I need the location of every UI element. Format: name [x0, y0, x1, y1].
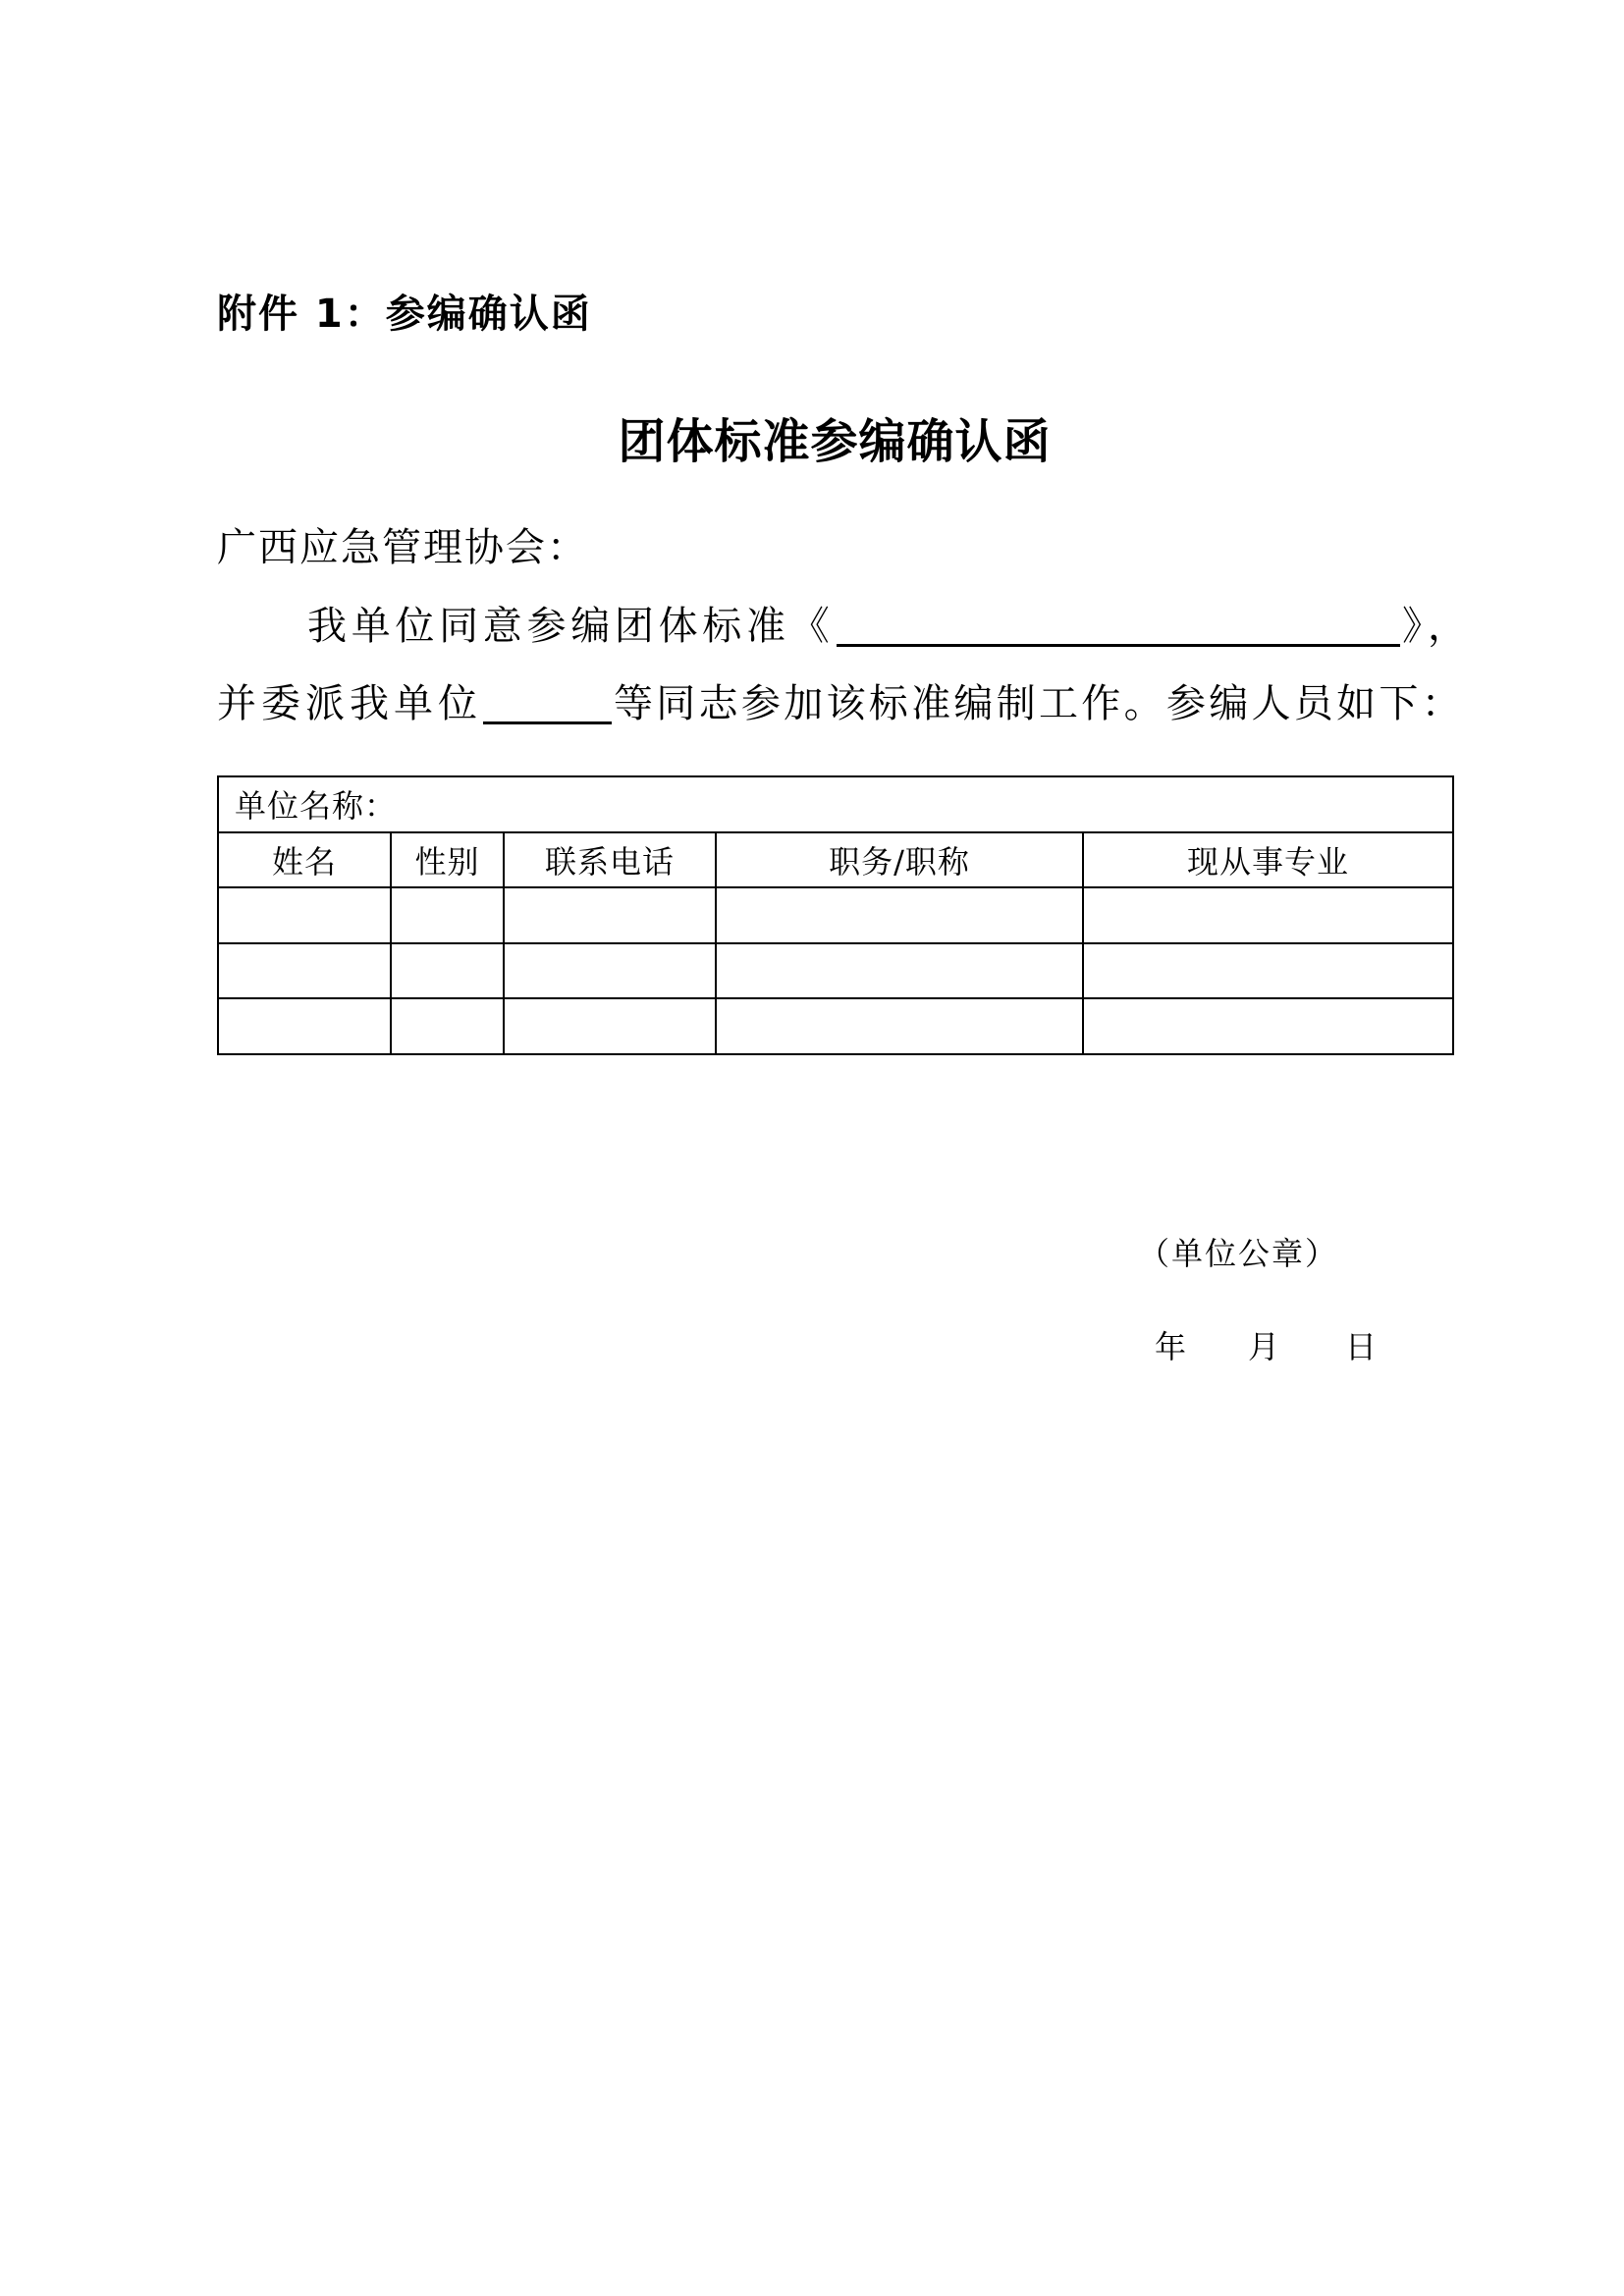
- name-cell: [218, 998, 391, 1054]
- delegate-name-blank: [483, 684, 612, 724]
- table-row: [218, 998, 1453, 1054]
- phone-cell: [504, 887, 716, 943]
- unit-name-label: 单位名称：: [218, 776, 1453, 832]
- gender-cell: [391, 943, 504, 999]
- date-month-label: 月: [1248, 1328, 1280, 1365]
- name-cell: [218, 943, 391, 999]
- header-phone: 联系电话: [504, 832, 716, 888]
- position-cell: [716, 887, 1083, 943]
- document-title: 团体标准参编确认函: [618, 414, 1052, 469]
- unit-name-row: [218, 776, 1453, 832]
- header-name: 姓名: [218, 832, 391, 888]
- participant-table: [217, 775, 1454, 1055]
- position-cell: [716, 943, 1083, 999]
- attachment-label: 附件 1：参编确认函: [217, 292, 592, 337]
- table-row: [218, 887, 1453, 943]
- paragraph-line1-closing: 》，: [1402, 604, 1473, 649]
- phone-cell: [504, 943, 716, 999]
- gender-cell: [391, 998, 504, 1054]
- position-cell: [716, 998, 1083, 1054]
- paragraph-line2-rest: 等同志参加该标准编制工作。参编人员如下：: [614, 681, 1464, 726]
- paragraph-line2-text: 并委派我单位: [217, 681, 482, 726]
- gender-cell: [391, 887, 504, 943]
- name-cell: [218, 887, 391, 943]
- header-gender: 性别: [391, 832, 504, 888]
- header-specialty: 现从事专业: [1083, 832, 1453, 888]
- phone-cell: [504, 998, 716, 1054]
- date-day-label: 日: [1345, 1328, 1378, 1365]
- standard-name-blank: [837, 607, 1400, 647]
- salutation: 广西应急管理协会：: [217, 525, 588, 570]
- table-row: [218, 943, 1453, 999]
- paragraph-line1-text: 我单位同意参编团体标准《: [307, 604, 835, 649]
- date-year-label: 年: [1155, 1328, 1187, 1365]
- table-header-row: [218, 832, 1453, 888]
- specialty-cell: [1083, 998, 1453, 1054]
- seal-label: （单位公章）: [1138, 1235, 1339, 1272]
- header-position: 职务/职称: [716, 832, 1083, 888]
- specialty-cell: [1083, 943, 1453, 999]
- specialty-cell: [1083, 887, 1453, 943]
